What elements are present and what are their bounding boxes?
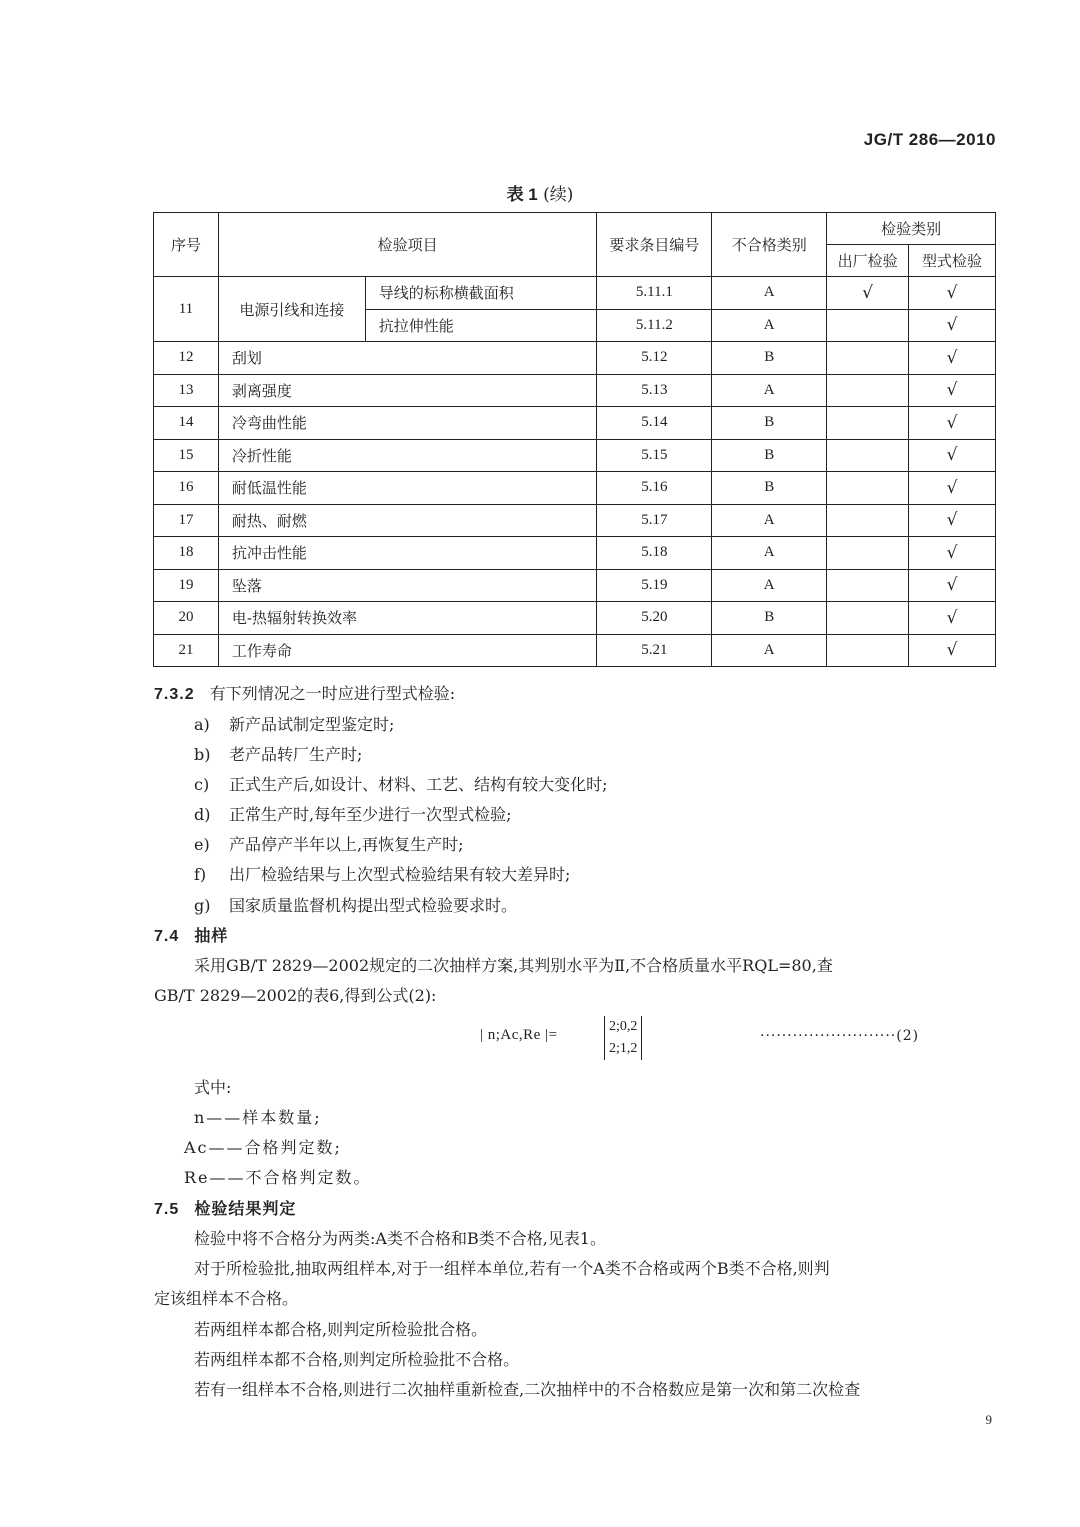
cell-clause: 5.13 [597,374,712,407]
list-item [194,772,607,795]
definition: n——样本数量; [194,1108,322,1127]
list-item [194,712,394,735]
cell-clause: 5.20 [597,602,712,635]
list-item [194,893,517,916]
table-row [154,569,996,602]
table-header-row [154,213,996,245]
cell-item: 剥离强度 [218,374,597,407]
table-row [154,602,996,635]
cell-item: 刮划 [218,342,597,375]
cell-subitem: 抗拉伸性能 [365,309,597,342]
cell-seq: 13 [154,374,219,407]
cell-seq: 17 [154,504,219,537]
cell-seq: 18 [154,537,219,570]
cell-clause: 5.11.2 [597,309,712,342]
paragraph: 定该组样本不合格。 [154,1289,299,1308]
standard-code: JG/T 286—2010 [863,130,996,149]
cell-factory-check [827,634,909,667]
list-text: 产品停产半年以上,再恢复生产时; [229,835,464,854]
paragraph: 若两组样本都不合格,则判定所检验批不合格。 [194,1350,520,1369]
cell-seq: 21 [154,634,219,667]
list-text: 正常生产时,每年至少进行一次型式检验; [229,805,512,824]
header-type-test: 型式检验 [909,245,996,277]
cell-item: 耐热、耐燃 [218,504,597,537]
paragraph: 检验中将不合格分为两类:A类不合格和B类不合格,见表1。 [194,1229,606,1248]
list-label: f) [194,865,207,884]
paragraph: 对于所检验批,抽取两组样本,对于一组样本单位,若有一个A类不合格或两个B类不合格,则判 [194,1259,830,1278]
table-row [154,439,996,472]
where-label: 式中: [194,1078,232,1097]
table-title-suffix: (续) [543,185,574,205]
cell-category: B [712,342,827,375]
cell-item: 电源引线和连接 [218,277,365,342]
cell-item: 冷弯曲性能 [218,407,597,440]
table-row [154,342,996,375]
list-text: 国家质量监督机构提出型式检验要求时。 [229,896,518,915]
cell-clause: 5.15 [597,439,712,472]
cell-category: A [712,504,827,537]
cell-category: A [712,277,827,310]
paragraph: GB/T 2829—2002的表6,得到公式(2): [154,986,437,1005]
cell-clause: 5.18 [597,537,712,570]
header-seq: 序号 [154,213,219,277]
cell-item: 工作寿命 [218,634,597,667]
list-label: c) [194,775,210,794]
formula-number: ·························(2) [760,1028,920,1044]
cell-factory-check [827,472,909,505]
cell-seq: 12 [154,342,219,375]
cell-type-check: √ [909,472,996,505]
cell-item: 电-热辐射转换效率 [218,602,597,635]
cell-factory-check [827,602,909,635]
header-clause: 要求条目编号 [597,213,712,277]
section-heading-text: 有下列情况之一时应进行型式检验: [209,684,456,703]
table-title-label: 表 1 [506,185,538,204]
cell-category: B [712,602,827,635]
section-7-3-2-heading [154,681,455,704]
cell-clause: 5.19 [597,569,712,602]
cell-seq: 15 [154,439,219,472]
list-label: d) [194,805,211,824]
list-label: g) [194,896,211,915]
section-heading-text: 抽样 [194,928,229,945]
cell-clause: 5.17 [597,504,712,537]
formula-matrix [604,1016,642,1060]
cell-seq: 16 [154,472,219,505]
table-row [154,634,996,667]
section-7-4-heading [154,923,228,946]
page-number: 9 [985,1412,992,1427]
cell-seq: 19 [154,569,219,602]
list-text: 出厂检验结果与上次型式检验结果有较大差异时; [229,865,571,884]
cell-type-check: √ [909,504,996,537]
table-row [154,504,996,537]
cell-category: B [712,407,827,440]
cell-type-check: √ [909,569,996,602]
matrix-row: 2;1,2 [609,1041,638,1056]
cell-category: B [712,439,827,472]
cell-type-check: √ [909,439,996,472]
list-label: b) [194,745,211,764]
header-factory: 出厂检验 [827,245,909,277]
cell-factory-check [827,374,909,407]
cell-type-check: √ [909,277,996,310]
cell-clause: 5.12 [597,342,712,375]
cell-type-check: √ [909,374,996,407]
list-label: e) [194,835,210,854]
section-number: 7.4 [154,928,180,945]
formula-lhs: | n;Ac,Re |= [480,1027,558,1043]
cell-category: A [712,537,827,570]
cell-clause: 5.21 [597,634,712,667]
table-title [0,180,1080,205]
section-number: 7.5 [154,1201,180,1218]
paragraph: 若两组样本都合格,则判定所检验批合格。 [194,1320,488,1339]
cell-item: 抗冲击性能 [218,537,597,570]
table-row [154,407,996,440]
paragraph: 采用GB/T 2829—2002规定的二次抽样方案,其判别水平为Ⅱ,不合格质量水平RQL=80,查 [194,956,833,975]
cell-subitem: 导线的标称横截面积 [365,277,597,310]
cell-factory-check [827,537,909,570]
cell-type-check: √ [909,602,996,635]
table-row [154,374,996,407]
section-heading-text: 检验结果判定 [194,1201,297,1218]
list-item [194,832,463,855]
section-number: 7.3.2 [154,686,195,703]
cell-factory-check [827,504,909,537]
list-text: 新产品试制定型鉴定时; [229,715,395,734]
cell-type-check: √ [909,537,996,570]
cell-type-check: √ [909,342,996,375]
cell-seq: 14 [154,407,219,440]
cell-factory-check [827,309,909,342]
definition: Re——不合格判定数。 [184,1168,372,1187]
cell-category: A [712,569,827,602]
inspection-table [153,212,996,667]
cell-clause: 5.14 [597,407,712,440]
definition: Ac——合格判定数; [184,1138,342,1157]
list-text: 正式生产后,如设计、材料、工艺、结构有较大变化时; [229,775,608,794]
cell-item: 耐低温性能 [218,472,597,505]
header-inspection-type: 检验类别 [827,213,996,245]
cell-category: A [712,634,827,667]
cell-type-check: √ [909,309,996,342]
table-row [154,277,996,310]
cell-factory-check [827,342,909,375]
header-category: 不合格类别 [712,213,827,277]
list-label: a) [194,715,210,734]
cell-category: A [712,374,827,407]
header-item: 检验项目 [218,213,597,277]
cell-clause: 5.16 [597,472,712,505]
list-text: 老产品转厂生产时; [229,745,363,764]
list-item [194,862,570,885]
cell-factory-check [827,407,909,440]
cell-factory-check [827,439,909,472]
cell-factory-check [827,569,909,602]
cell-item: 坠落 [218,569,597,602]
list-item [194,742,362,765]
cell-type-check: √ [909,407,996,440]
cell-factory-check: √ [827,277,909,310]
table-row [154,537,996,570]
table-row [154,472,996,505]
matrix-row: 2;0,2 [609,1019,638,1034]
cell-seq: 20 [154,602,219,635]
list-item [194,802,511,825]
cell-clause: 5.11.1 [597,277,712,310]
cell-category: B [712,472,827,505]
cell-seq: 11 [154,277,219,342]
cell-item: 冷折性能 [218,439,597,472]
paragraph: 若有一组样本不合格,则进行二次抽样重新检查,二次抽样中的不合格数应是第一次和第二次检查 [194,1380,861,1399]
section-7-5-heading [154,1196,296,1219]
cell-type-check: √ [909,634,996,667]
cell-category: A [712,309,827,342]
